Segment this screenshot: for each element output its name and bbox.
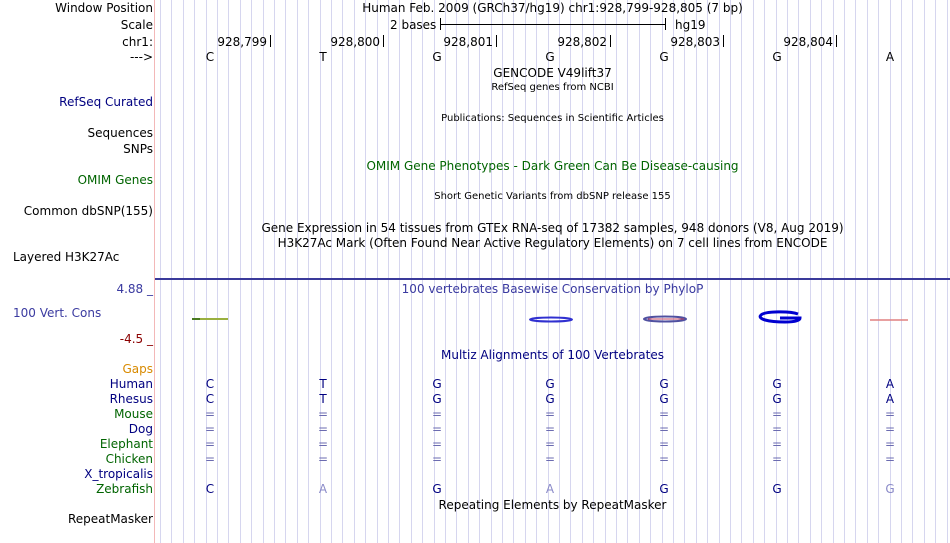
alignment-base: G (659, 377, 669, 391)
refseq-curated-label[interactable]: RefSeq Curated (59, 95, 153, 109)
species-label-rhesus[interactable]: Rhesus (109, 392, 153, 406)
alignment-base: G (545, 392, 555, 406)
phylop-track-label[interactable]: 100 Vert. Cons (13, 306, 102, 320)
alignment-base: = (317, 437, 329, 451)
ruler-coordinate-label: 928,803 (670, 35, 720, 49)
species-label-chicken[interactable]: Chicken (105, 452, 153, 466)
alignment-base: G (432, 377, 442, 391)
alignment-base: = (658, 452, 670, 466)
conservation-mark-6-g-logo (760, 312, 800, 322)
conservation-mark-2 (192, 318, 200, 320)
gtex-track-title[interactable]: Gene Expression in 54 tissues from GTEx RNA-seq of 17382 samples, 948 donors (V8, Aug 2019) (261, 221, 844, 235)
repeatmasker-label[interactable]: RepeatMasker (67, 512, 153, 526)
alignment-base: = (884, 452, 896, 466)
ruler-coordinate-label: 928,804 (783, 35, 833, 49)
alignment-base: = (771, 437, 783, 451)
base-letter: A (885, 50, 895, 64)
alignment-base: C (205, 482, 215, 496)
common-dbsnp-label[interactable]: Common dbSNP(155) (23, 204, 153, 218)
ruler-coordinate-label: 928,800 (330, 35, 380, 49)
alignment-base: = (884, 407, 896, 421)
ruler-coordinate-label: 928,801 (443, 35, 493, 49)
repeatmasker-track-title[interactable]: Repeating Elements by RepeatMasker (438, 498, 667, 512)
alignment-base: A (545, 482, 555, 496)
base-letter: T (319, 50, 327, 64)
scale-assembly: hg19 (675, 18, 706, 32)
phylop-track-title[interactable]: 100 vertebrates Basewise Conservation by PhyloP (401, 282, 704, 296)
alignment-base: = (658, 422, 670, 436)
phylop-min-label: -4.5 _ (119, 332, 153, 346)
alignment-base: G (659, 482, 669, 496)
gencode-track-title[interactable]: GENCODE V49lift37 (493, 66, 612, 80)
scale-label: Scale (120, 18, 153, 32)
multiz-track-title[interactable]: Multiz Alignments of 100 Vertebrates (440, 348, 665, 362)
species-label-x_tropicalis[interactable]: X_tropicalis (84, 467, 153, 481)
alignment-base: = (204, 452, 216, 466)
alignment-base: T (319, 377, 327, 391)
chr-label: chr1: (122, 35, 153, 49)
alignment-base: = (771, 407, 783, 421)
alignment-base: = (431, 407, 443, 421)
layered-h3k27ac-label[interactable]: Layered H3K27Ac (13, 250, 120, 264)
alignment-base: G (432, 482, 442, 496)
snps-label[interactable]: SNPs (123, 142, 153, 156)
refseq-track-subtitle[interactable]: RefSeq genes from NCBI (491, 82, 614, 93)
alignment-base: = (431, 452, 443, 466)
window-position-value[interactable]: Human Feb. 2009 (GRCh37/hg19) chr1:928,799-928,805 (7 bp) (362, 1, 743, 15)
alignment-base: = (771, 422, 783, 436)
window-position-label: Window Position (55, 1, 153, 15)
base-letter: G (545, 50, 555, 64)
alignment-base: = (431, 422, 443, 436)
alignment-base: = (658, 407, 670, 421)
alignment-base: = (544, 437, 556, 451)
alignment-base: G (885, 482, 895, 496)
alignment-base: A (885, 377, 895, 391)
alignment-base: G (772, 482, 782, 496)
alignment-base: G (772, 392, 782, 406)
phylop-max-label: 4.88 _ (116, 282, 153, 296)
alignment-base: A (318, 482, 328, 496)
alignment-base: C (205, 392, 215, 406)
alignment-base: = (204, 407, 216, 421)
alignment-base: G (432, 392, 442, 406)
species-label-elephant[interactable]: Elephant (99, 437, 153, 451)
omim-genes-label[interactable]: OMIM Genes (77, 173, 153, 187)
alignment-base: G (659, 392, 669, 406)
dbsnp-track-title[interactable]: Short Genetic Variants from dbSNP release 155 (434, 191, 671, 202)
ruler-coordinate-label: 928,802 (557, 35, 607, 49)
alignment-base: = (544, 452, 556, 466)
sequences-label[interactable]: Sequences (87, 126, 153, 140)
strand-label: ---> (129, 50, 153, 64)
alignment-base: = (431, 437, 443, 451)
alignment-base: = (884, 437, 896, 451)
alignment-base: = (884, 422, 896, 436)
species-label-gaps[interactable]: Gaps (122, 362, 153, 376)
alignment-base: = (317, 452, 329, 466)
h3k27ac-track-title[interactable]: H3K27Ac Mark (Often Found Near Active Regulatory Elements) on 7 cell lines from ENCODE (277, 236, 828, 250)
alignment-base: G (545, 377, 555, 391)
alignment-base: C (205, 377, 215, 391)
ruler-coordinate-label: 928,799 (217, 35, 267, 49)
alignment-base: = (204, 422, 216, 436)
species-label-dog[interactable]: Dog (128, 422, 153, 436)
alignment-base: A (885, 392, 895, 406)
alignment-base: T (319, 392, 327, 406)
base-letter: C (205, 50, 215, 64)
alignment-base: G (772, 377, 782, 391)
alignment-base: = (317, 407, 329, 421)
alignment-base: = (204, 437, 216, 451)
conservation-mark-4 (530, 318, 572, 322)
publications-track-title[interactable]: Publications: Sequences in Scientific Articles (441, 113, 664, 124)
base-letter: G (772, 50, 782, 64)
species-label-human[interactable]: Human (109, 377, 153, 391)
species-label-mouse[interactable]: Mouse (114, 407, 153, 421)
alignment-base: = (544, 422, 556, 436)
scale-value: 2 bases (390, 18, 437, 32)
base-letter: G (432, 50, 442, 64)
alignment-base: = (317, 422, 329, 436)
base-letter: G (659, 50, 669, 64)
species-label-zebrafish[interactable]: Zebrafish (96, 482, 153, 496)
alignment-base: = (771, 452, 783, 466)
omim-track-title[interactable]: OMIM Gene Phenotypes - Dark Green Can Be Disease-causing (366, 159, 739, 173)
conservation-marks (192, 312, 908, 322)
alignment-base: = (544, 407, 556, 421)
alignment-base: = (658, 437, 670, 451)
